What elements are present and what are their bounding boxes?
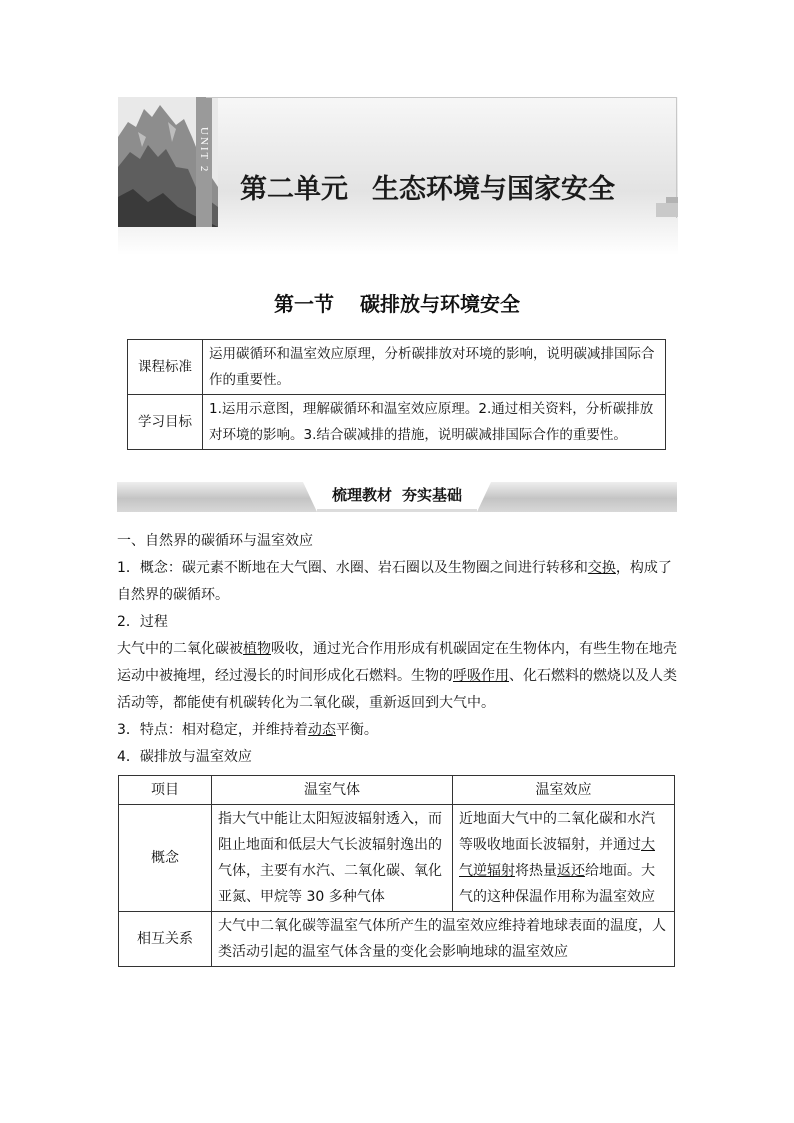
- paragraph-concept: 1．概念：碳元素不断地在大气圈、水圈、岩石圈以及生物圈之间进行转移和交换，构成了自然界的碳循环。: [117, 560, 672, 603]
- header-cell: 项目: [119, 776, 212, 805]
- paragraph-feature: 3．特点：相对稳定，并维持着动态平衡。: [117, 722, 378, 738]
- unit-title: [240, 167, 615, 206]
- greenhouse-table: [118, 775, 675, 967]
- band-heading: [317, 482, 477, 512]
- row-label: 相互关系: [119, 912, 212, 967]
- section-number: 第一节: [274, 292, 334, 316]
- gas-cell: 指大气中能让太阳短波辐射透入，而阻止地面和低层大气长波辐射逸出的气体，主要有水汽、二氧化碳、氧化亚氮、甲烷等 30 多种气体: [212, 805, 453, 912]
- blank-answer: 大气逆辐射: [459, 837, 655, 879]
- effect-cell: 近地面大气中的二氧化碳和水汽等吸收地面长波辐射，并通过大气逆辐射将热量返还给地面。大气的这种保温作用称为温室效应: [453, 805, 675, 912]
- unit-tag: UNIT 2: [198, 127, 210, 174]
- standards-table: [127, 339, 666, 450]
- table-row: [128, 395, 666, 450]
- heading-carbon-cycle: 一、自然界的碳循环与温室效应: [117, 533, 313, 549]
- row-label: 学习目标: [128, 395, 203, 450]
- body-text: [117, 528, 679, 771]
- blank-answer: 返还: [557, 863, 585, 879]
- header-cell: 温室效应: [453, 776, 675, 805]
- table-row: [119, 912, 675, 967]
- band-right-text: 夯实基础: [402, 486, 463, 504]
- heading-greenhouse: 4．碳排放与温室效应: [117, 749, 252, 765]
- paragraph-process: 大气中的二氧化碳被植物吸收，通过光合作用形成有机碳固定在生物体内，有些生物在地壳运动中被掩埋，经过漫长的时间形成化石燃料。生物的呼吸作用、化石燃料的燃烧以及人类活动等，都能使有机碳转化为二氧化碳，重新返回到大气中。: [117, 641, 677, 711]
- header-cell: 温室气体: [212, 776, 453, 805]
- table-row: [119, 805, 675, 912]
- unit-name: 生态环境与国家安全: [372, 174, 615, 205]
- section-band: [117, 482, 677, 512]
- heading-process: 2．过程: [117, 614, 168, 630]
- unit-label: 第二单元: [240, 174, 348, 205]
- table-row: [128, 340, 666, 395]
- blank-answer: 植物: [243, 641, 271, 657]
- table-header-row: [119, 776, 675, 805]
- unit-banner: [118, 97, 678, 255]
- row-label: 课程标准: [128, 340, 203, 395]
- row-text: 运用碳循环和温室效应原理，分析碳排放对环境的影响，说明碳减排国际合作的重要性。: [203, 340, 666, 395]
- corner-decoration-small: [666, 197, 678, 203]
- relation-cell: 大气中二氧化碳等温室气体所产生的温室效应维持着地球表面的温度，人类活动引起的温室气体含量的变化会影响地球的温室效应: [212, 912, 675, 967]
- blank-answer: 交换: [587, 560, 616, 576]
- section-name: 碳排放与环境安全: [360, 292, 520, 316]
- corner-decoration: [656, 203, 678, 217]
- blank-answer: 呼吸作用: [453, 668, 509, 684]
- blank-answer: 动态: [307, 722, 336, 738]
- section-title: [0, 288, 794, 317]
- band-left-text: 梳理教材: [331, 486, 392, 504]
- row-label: 概念: [119, 805, 212, 912]
- row-text: 1.运用示意图，理解碳循环和温室效应原理。2.通过相关资料，分析碳排放对环境的影响。3.结合碳减排的措施，说明碳减排国际合作的重要性。: [203, 395, 666, 450]
